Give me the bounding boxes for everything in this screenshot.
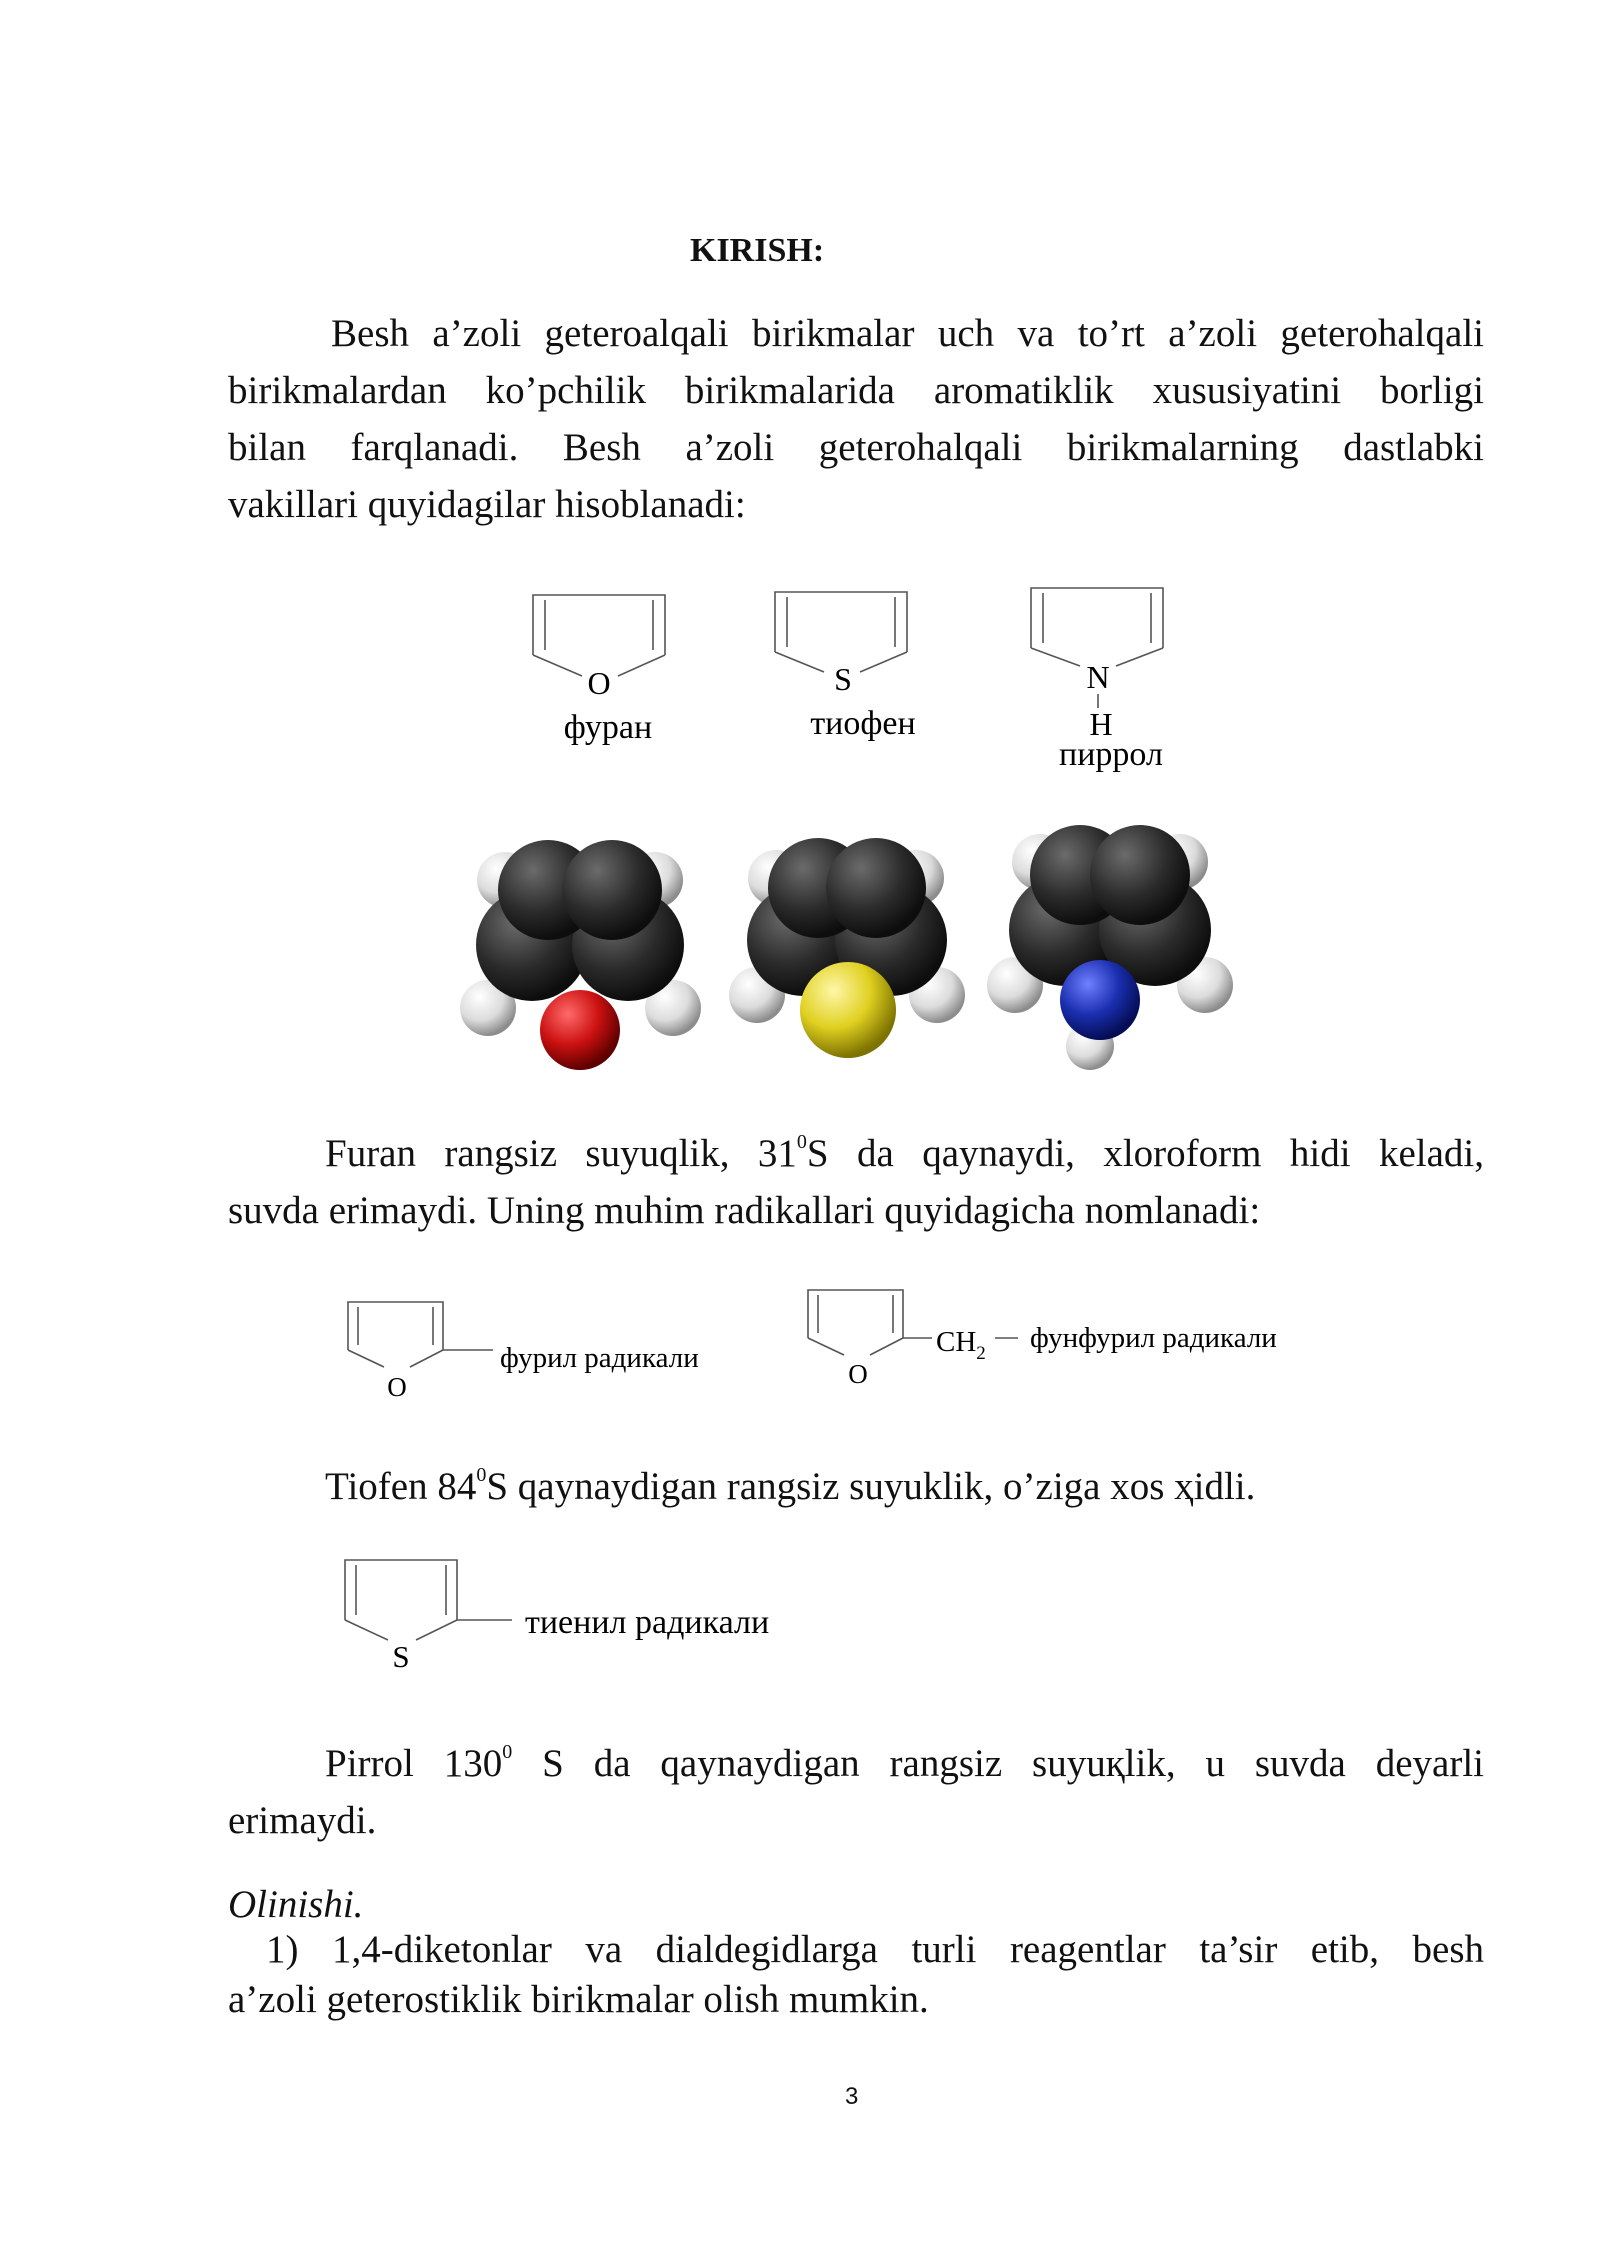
thienyl-label: тиенил радикали [525, 1604, 770, 1641]
intro-line: vakillari quyidagilar hisoblanadi: [228, 483, 746, 526]
thiophene-model [729, 838, 965, 1058]
furan-ring [533, 595, 665, 676]
pyrrole-name: пиррол [1059, 736, 1163, 773]
pyrrole-line: erimaydi. [228, 1799, 377, 1842]
thienyl-atom: S [392, 1639, 410, 1674]
furfuryl-ring [808, 1290, 1018, 1355]
furan-line: suvda erimaydi. Uning muhim radikallari quyidagicha nomlanadi: [228, 1189, 1261, 1232]
furfuryl-group: $CH_2$ [936, 1326, 986, 1364]
furan-name: фуран [563, 709, 653, 746]
thiophene-paragraph [228, 1458, 1484, 1515]
olinishi-paragraph [228, 1925, 1484, 2025]
pyrrole-line: Pirrol $130^0$ S da qaynaydigan rangsiz suyuқlik, u suvda deyarli [325, 1741, 1485, 1785]
page-number: 3 [845, 2083, 859, 2110]
intro-line: birikmalardan ko’pchilik birikmalarida aromatiklik xususiyatini borligi [228, 369, 1484, 412]
furan-atom: O [587, 665, 611, 701]
furfuryl-atom: O [848, 1359, 868, 1389]
thiophene-line: Tiofen $84^0S$ qaynaydigan rangsiz suyuklik, o’ziga xos ҳidli. [325, 1464, 1256, 1508]
furyl-label: фурил радикали [500, 1342, 699, 1374]
furan-line: Furan rangsiz suyuqlik, $31^0S$ da qaynaydi, xloroform hidi keladi, [325, 1131, 1484, 1175]
furan-model [460, 840, 701, 1070]
pyrrole-h-atom: H [1089, 706, 1113, 742]
thiophene-atom: S [834, 661, 852, 697]
furyl-atom: O [387, 1372, 407, 1402]
olinishi-line: a’zoli geterostiklik birikmalar olish mumkin. [228, 1978, 929, 2021]
furan-paragraph [228, 1125, 1484, 1239]
intro-line: Besh a’zoli geteroalqali birikmalar uch va to’rt a’zoli geterohalqali [331, 312, 1484, 355]
pyrrole-paragraph [228, 1735, 1484, 1849]
section-heading: KIRISH: [690, 232, 825, 269]
furyl-ring [348, 1302, 493, 1367]
pyrrole-atom: N [1086, 659, 1110, 695]
thienyl-ring [345, 1560, 512, 1640]
olinishi-line: 1) 1,4-diketonlar va dialdegidlarga turli reagentlar ta’sir etib, besh [266, 1928, 1484, 1971]
olinishi-title: Olinishi. [228, 1883, 364, 1926]
intro-line: bilan farqlanadi. Besh a’zoli geterohalqali birikmalarning dastlabki [228, 426, 1484, 469]
thiophene-name: тиофен [810, 705, 916, 742]
furfuryl-label: фунфурил радикали [1030, 1322, 1277, 1354]
thiophene-ring [775, 592, 907, 672]
pyrrole-model [987, 825, 1233, 1070]
